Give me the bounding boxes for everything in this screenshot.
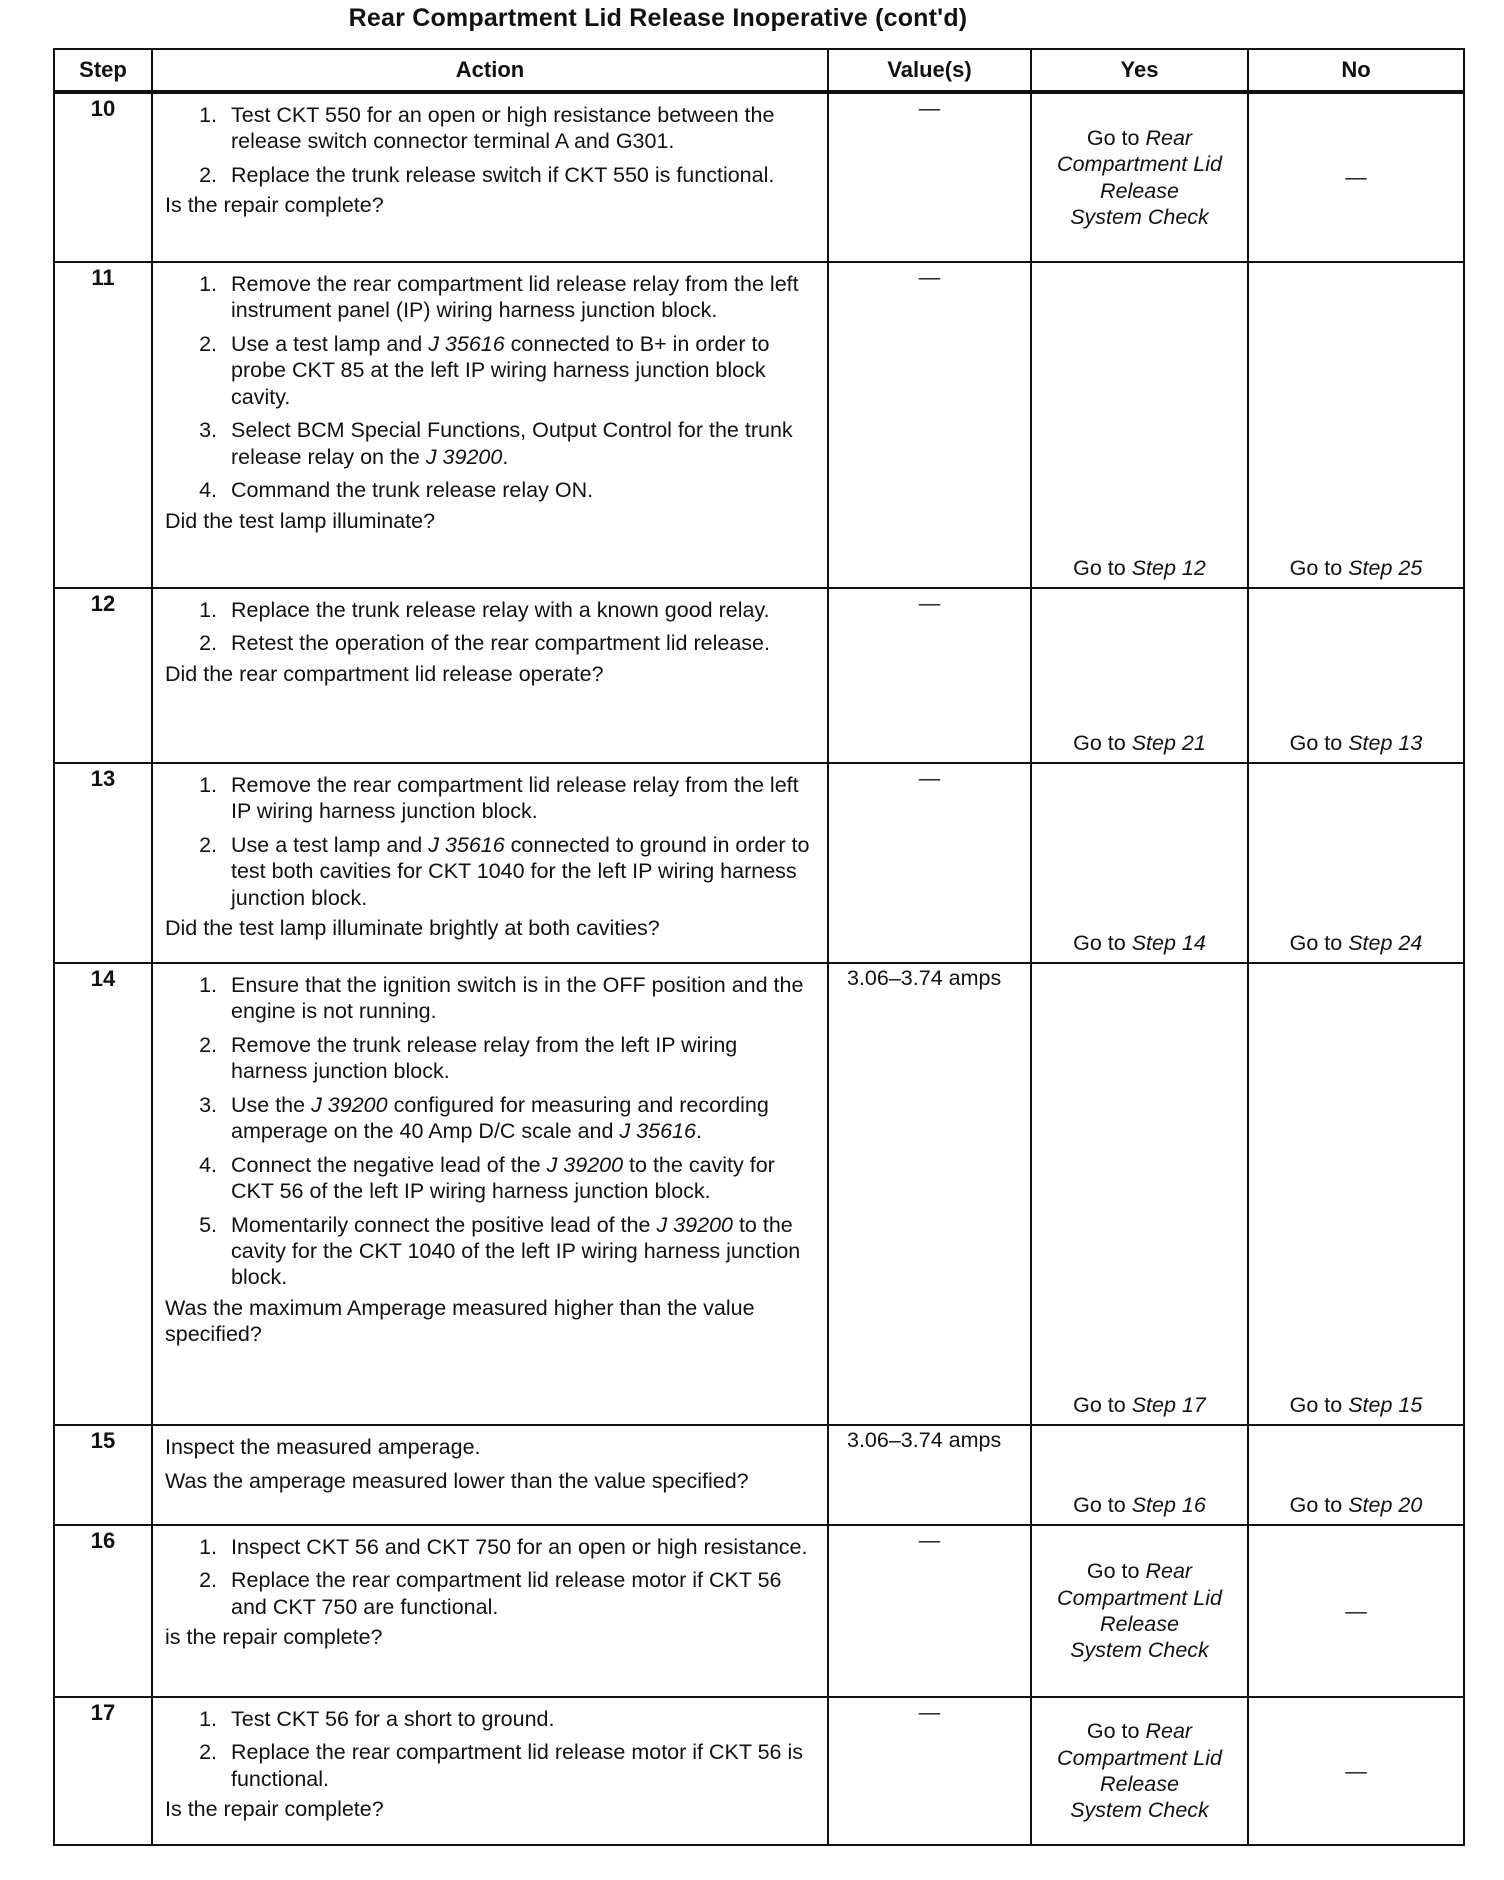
value-cell: 3.06–3.74 amps bbox=[828, 1425, 1031, 1525]
action-cell bbox=[152, 763, 828, 963]
header-no: No bbox=[1248, 49, 1464, 92]
step-link: Step 25 bbox=[1348, 555, 1423, 580]
action-step: 4. Connect the negative lead of the J 39200 to the cavity for CKT 56 of the left IP wiring harness junction block. bbox=[223, 1152, 817, 1205]
value-cell bbox=[828, 763, 1031, 963]
check-link-part: Release bbox=[1100, 1612, 1179, 1636]
no-cell: Go to Step 13 bbox=[1248, 588, 1464, 763]
no-cell: Go to Step 15 bbox=[1248, 963, 1464, 1425]
action-question: Is the repair complete? bbox=[165, 193, 384, 218]
check-link-part: System Check bbox=[1070, 1638, 1209, 1663]
tool-ref: J 35616 bbox=[428, 832, 505, 857]
no-dash: — bbox=[1345, 1758, 1367, 1783]
no-cell: Go to Step 24 bbox=[1248, 763, 1464, 963]
action-cell bbox=[152, 92, 828, 262]
step-link: Step 15 bbox=[1348, 1392, 1423, 1417]
value-dash: — bbox=[918, 96, 941, 120]
check-link-part: Rear bbox=[1145, 125, 1193, 150]
step-number: 11 bbox=[54, 262, 152, 588]
go-to-label: Go to bbox=[1086, 1719, 1140, 1744]
go-to-label: Go to bbox=[1086, 125, 1140, 150]
action-step: 2. Replace the trunk release switch if CKT 550 is functional. bbox=[223, 162, 817, 188]
header-step: Step bbox=[54, 49, 152, 92]
tool-ref: J 39200 bbox=[425, 444, 503, 469]
action-step: 1. Ensure that the ignition switch is in the OFF position and the engine is not running. bbox=[223, 972, 817, 1025]
action-question: Was the maximum Amperage measured higher than the value specified? bbox=[165, 1295, 755, 1347]
step-number: 13 bbox=[54, 763, 152, 963]
table-row bbox=[54, 262, 1464, 588]
tool-ref: J 39200 bbox=[656, 1212, 733, 1237]
action-step: 2. Use a test lamp and J 35616 connected to B+ in order to probe CKT 85 at the left IP wiring harness junction block cavity. bbox=[223, 331, 817, 410]
action-cell bbox=[152, 963, 828, 1425]
tool-ref: J 35616 bbox=[428, 331, 505, 356]
yes-cell: Go to Step 14 bbox=[1031, 763, 1248, 963]
tool-ref: J 39200 bbox=[311, 1092, 388, 1117]
no-cell bbox=[1248, 92, 1464, 262]
check-link-part: Compartment Lid bbox=[1057, 1585, 1222, 1610]
action-step: Inspect the measured amperage. bbox=[165, 1435, 481, 1459]
check-link-part: Compartment Lid bbox=[1057, 1745, 1222, 1770]
action-cell bbox=[152, 1425, 828, 1525]
value-cell bbox=[828, 1697, 1031, 1845]
step-link: Step 21 bbox=[1131, 730, 1206, 755]
table-row bbox=[54, 963, 1464, 1425]
yes-cell: Go to Step 16 bbox=[1031, 1425, 1248, 1525]
header-yes: Yes bbox=[1031, 49, 1248, 92]
action-cell bbox=[152, 262, 828, 588]
action-cell bbox=[152, 588, 828, 763]
table-row bbox=[54, 1425, 1464, 1525]
step-number: 16 bbox=[54, 1525, 152, 1697]
value-dash: — bbox=[918, 1700, 941, 1724]
diagnostic-table bbox=[53, 48, 1465, 1846]
yes-cell: Go to Step 21 bbox=[1031, 588, 1248, 763]
action-step: 2. Use a test lamp and J 35616 connected to ground in order to test both cavities for CKT 1040 for the left IP wiring harness junction block. bbox=[223, 832, 817, 911]
action-step: 2. Retest the operation of the rear compartment lid release. bbox=[223, 630, 817, 656]
yes-cell: Go to Step 17 bbox=[1031, 963, 1248, 1425]
action-step: 2. Remove the trunk release relay from the left IP wiring harness junction block. bbox=[223, 1032, 817, 1085]
action-question: Is the repair complete? bbox=[165, 1797, 384, 1822]
check-link-part: Rear bbox=[1145, 1559, 1193, 1584]
step-number: 17 bbox=[54, 1697, 152, 1845]
step-link: Step 16 bbox=[1131, 1492, 1206, 1517]
check-link-part: System Check bbox=[1070, 1798, 1209, 1823]
step-link: Step 24 bbox=[1348, 930, 1423, 955]
check-link-part: Rear bbox=[1145, 1719, 1193, 1744]
table-row bbox=[54, 92, 1464, 262]
check-link-part: Release bbox=[1100, 1772, 1179, 1796]
table-header-row bbox=[54, 49, 1464, 92]
no-cell bbox=[1248, 1525, 1464, 1697]
value-cell bbox=[828, 1525, 1031, 1697]
tool-ref: J 39200 bbox=[546, 1152, 624, 1177]
step-number: 14 bbox=[54, 963, 152, 1425]
tool-ref: J 35616 bbox=[619, 1119, 696, 1144]
check-link-part: Release bbox=[1100, 178, 1179, 203]
check-link-part: Compartment Lid bbox=[1057, 152, 1222, 177]
step-number: 10 bbox=[54, 92, 152, 262]
no-dash: — bbox=[1345, 1598, 1367, 1623]
action-step: 3. Select BCM Special Functions, Output Control for the trunk release relay on the J 39200. bbox=[223, 417, 817, 470]
step-link: Step 13 bbox=[1348, 730, 1423, 755]
action-step: 1. Replace the trunk release relay with a known good relay. bbox=[223, 597, 817, 623]
value-cell bbox=[828, 92, 1031, 262]
header-values: Value(s) bbox=[828, 49, 1031, 92]
action-step: 1. Test CKT 56 for a short to ground. bbox=[223, 1706, 817, 1732]
step-number: 15 bbox=[54, 1425, 152, 1525]
action-step: 1. Test CKT 550 for an open or high resistance between the release switch connector terminal A and G301. bbox=[223, 102, 817, 155]
action-step: 1. Remove the rear compartment lid release relay from the left IP wiring harness junction block. bbox=[223, 772, 817, 825]
no-cell: Go to Step 25 bbox=[1248, 262, 1464, 588]
action-question: Did the rear compartment lid release operate? bbox=[165, 661, 604, 686]
action-step: 3. Use the J 39200 configured for measuring and recording amperage on the 40 Amp D/C scale and J 35616. bbox=[223, 1092, 817, 1145]
check-link-part: System Check bbox=[1070, 204, 1209, 229]
action-step: 2. Replace the rear compartment lid release motor if CKT 56 and CKT 750 are functional. bbox=[223, 1567, 817, 1620]
action-question: Was the amperage measured lower than the value specified? bbox=[165, 1469, 749, 1494]
value-dash: — bbox=[918, 591, 941, 615]
value-cell bbox=[828, 262, 1031, 588]
yes-cell bbox=[1031, 92, 1248, 262]
value-dash: — bbox=[918, 265, 941, 289]
action-question: is the repair complete? bbox=[165, 1625, 383, 1650]
step-number: 12 bbox=[54, 588, 152, 763]
yes-cell bbox=[1031, 1525, 1248, 1697]
table-row bbox=[54, 588, 1464, 763]
yes-cell: Go to Step 12 bbox=[1031, 262, 1248, 588]
yes-cell bbox=[1031, 1697, 1248, 1845]
table-row bbox=[54, 1525, 1464, 1697]
value-dash: — bbox=[918, 1528, 941, 1552]
value-dash: — bbox=[918, 766, 941, 790]
header-action: Action bbox=[152, 49, 828, 92]
no-cell: Go to Step 20 bbox=[1248, 1425, 1464, 1525]
step-link: Step 17 bbox=[1131, 1392, 1206, 1417]
action-question: Did the test lamp illuminate brightly at both cavities? bbox=[165, 916, 660, 941]
page-title: Rear Compartment Lid Release Inoperative (cont'd) bbox=[348, 4, 968, 32]
go-to-label: Go to bbox=[1086, 1559, 1140, 1584]
step-link: Step 12 bbox=[1131, 555, 1206, 580]
value-cell: 3.06–3.74 amps bbox=[828, 963, 1031, 1425]
table-row bbox=[54, 1697, 1464, 1845]
action-step: 2. Replace the rear compartment lid release motor if CKT 56 is functional. bbox=[223, 1739, 817, 1792]
value-cell bbox=[828, 588, 1031, 763]
action-step: 1. Remove the rear compartment lid release relay from the left instrument panel (IP) wiring harness junction block. bbox=[223, 271, 817, 324]
action-step: 5. Momentarily connect the positive lead of the J 39200 to the cavity for the CKT 1040 of the left IP wiring harness junction block. bbox=[223, 1212, 817, 1291]
table-row bbox=[54, 763, 1464, 963]
action-step: 4. Command the trunk release relay ON. bbox=[223, 477, 817, 503]
step-link: Step 14 bbox=[1131, 930, 1206, 955]
no-dash: — bbox=[1345, 165, 1367, 190]
step-link: Step 20 bbox=[1348, 1492, 1423, 1517]
action-step: 1. Inspect CKT 56 and CKT 750 for an open or high resistance. bbox=[223, 1534, 817, 1560]
action-cell bbox=[152, 1525, 828, 1697]
no-cell bbox=[1248, 1697, 1464, 1845]
action-cell bbox=[152, 1697, 828, 1845]
action-question: Did the test lamp illuminate? bbox=[165, 508, 436, 533]
